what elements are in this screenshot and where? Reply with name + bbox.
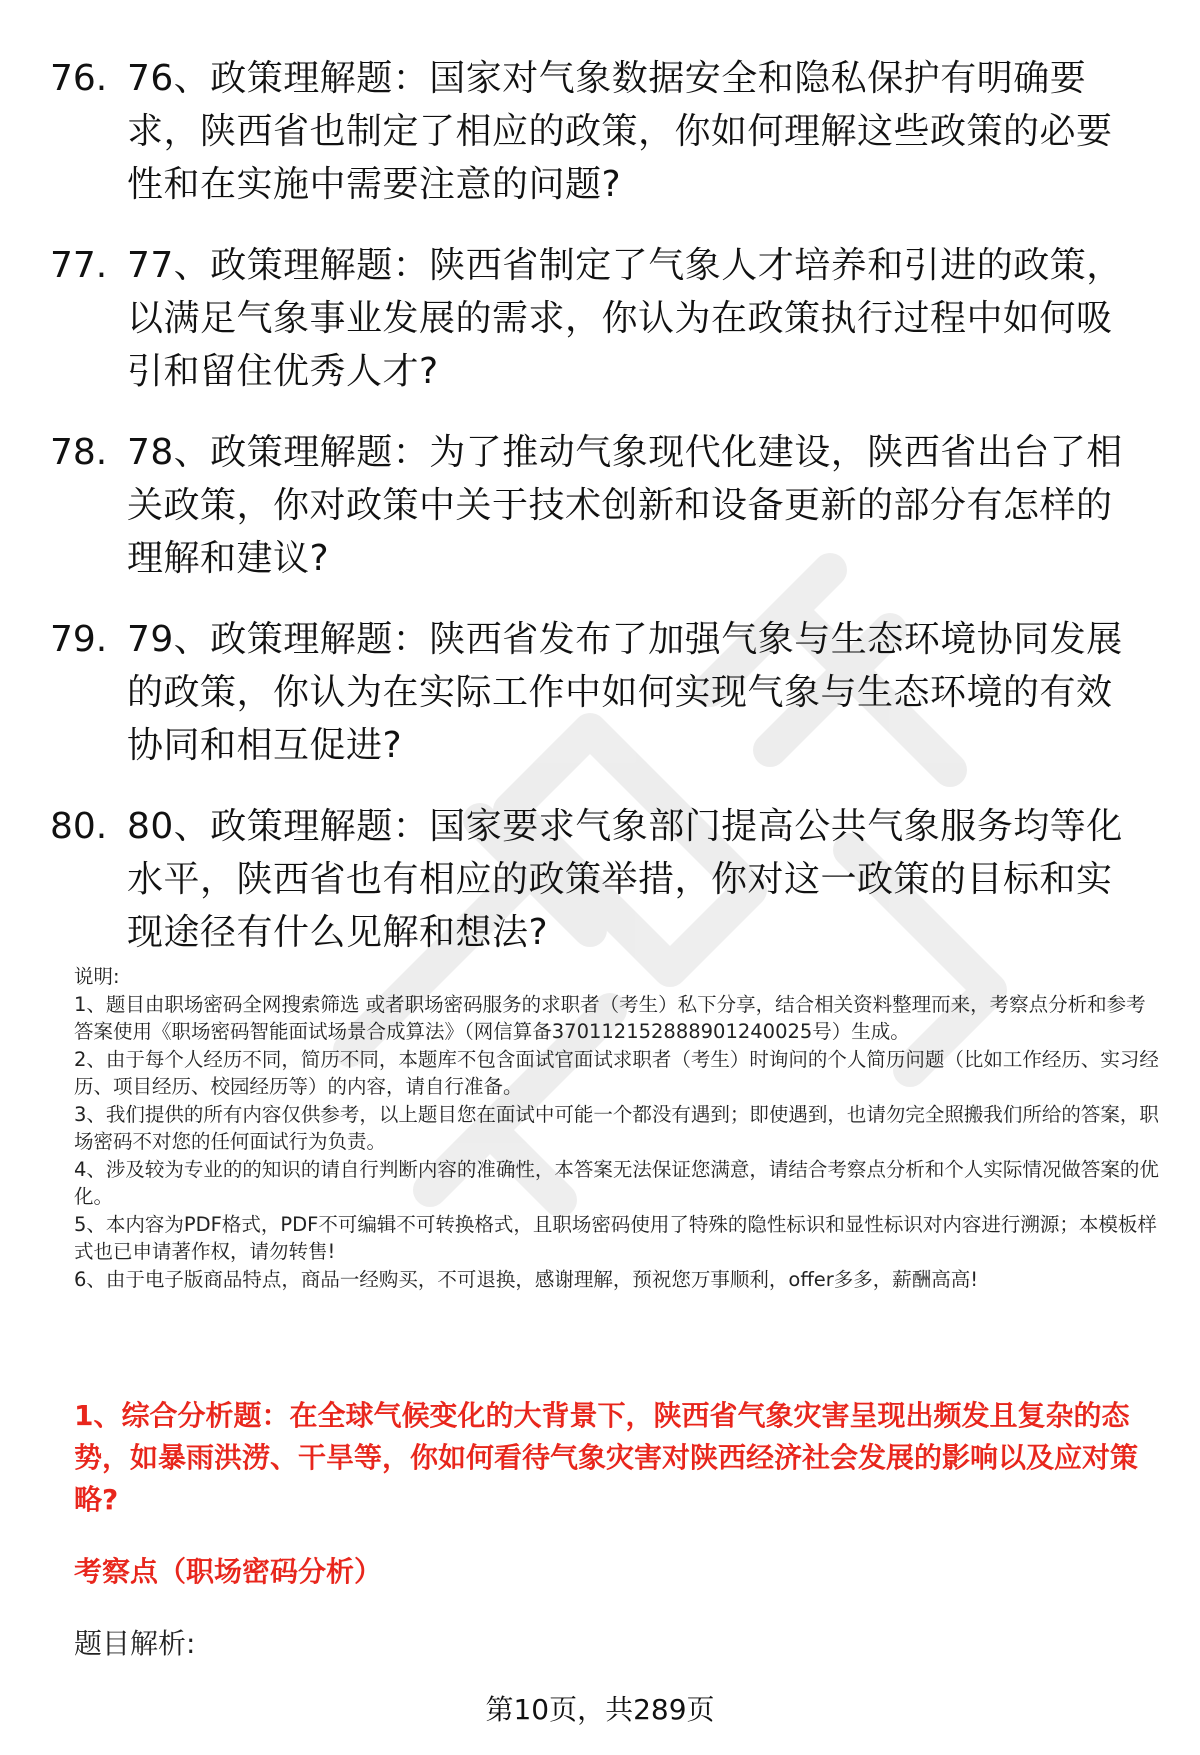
- note-item: 1、题目由职场密码全网搜索筛选 或者职场密码服务的求职者（考生）私下分享，结合相关资料整理而来，考察点分析和参考答案使用《职场密码智能面试场景合成算法》（网信算备370112152888901240025号）生成。: [74, 992, 1146, 1043]
- question-text: 80、政策理解题：国家要求气象部门提高公共气象服务均等化水平，陕西省也有相应的政策举措，你对这一政策的目标和实现途径有什么见解和想法?: [127, 806, 1123, 953]
- question-text: 79、政策理解题：陕西省发布了加强气象与生态环境协同发展的政策，你认为在实际工作中如何实现气象与生态环境的有效协同和相互促进?: [127, 619, 1123, 766]
- question-number: 79.: [50, 619, 108, 660]
- question-list: [50, 52, 1150, 987]
- list-item-question-77: [50, 239, 1150, 398]
- section-label: 考察点（职场密码分析）: [74, 1555, 383, 1588]
- question-text: 77、政策理解题：陕西省制定了气象人才培养和引进的政策，以满足气象事业发展的需求，你认为在政策执行过程中如何吸引和留住优秀人才?: [127, 245, 1123, 392]
- note-item: 6、由于电子版商品特点，商品一经购买，不可退换，感谢理解，预祝您万事顺利，offer多多，薪酬高高!: [74, 1267, 979, 1291]
- note-item: 3、我们提供的所有内容仅供参考，以上题目您在面试中可能一个都没有遇到；即使遇到，也请勿完全照搬我们所给的答案，职场密码不对您的任何面试行为负责。: [74, 1102, 1159, 1153]
- question-text: 76、政策理解题：国家对气象数据安全和隐私保护有明确要求，陕西省也制定了相应的政策，你如何理解这些政策的必要性和在实施中需要注意的问题?: [127, 58, 1113, 205]
- question-text: 78、政策理解题：为了推动气象现代化建设，陕西省出台了相关政策，你对政策中关于技术创新和设备更新的部分有怎样的理解和建议?: [127, 432, 1123, 579]
- analysis-label: 题目解析:: [74, 1627, 196, 1660]
- question-number: 76.: [50, 58, 108, 99]
- list-item-question-80: [50, 800, 1150, 959]
- list-item-question-78: [50, 426, 1150, 585]
- note-item: 5、本内容为PDF格式，PDF不可编辑不可转换格式，且职场密码使用了特殊的隐性标识和显性标识对内容进行溯源；本模板样式也已申请著作权，请勿转售!: [74, 1212, 1157, 1263]
- note-item: 2、由于每个人经历不同，简历不同，本题库不包含面试官面试求职者（考生）时询问的个人简历问题（比如工作经历、实习经历、项目经历、校园经历等）的内容，请自行准备。: [74, 1047, 1159, 1098]
- notes-title: 说明:: [74, 965, 120, 988]
- question-number: 80.: [50, 806, 108, 847]
- page-number-footer: 第10页，共289页: [485, 1693, 715, 1726]
- list-item-question-76: [50, 52, 1150, 211]
- highlight-question: 1、综合分析题：在全球气候变化的大背景下，陕西省气象灾害呈现出频发且复杂的态势，如暴雨洪涝、干旱等，你如何看待气象灾害对陕西经济社会发展的影响以及应对策略?: [74, 1399, 1139, 1516]
- notes-section: [74, 963, 1160, 1293]
- question-number: 77.: [50, 245, 108, 286]
- question-number: 78.: [50, 432, 108, 473]
- list-item-question-79: [50, 613, 1150, 772]
- note-item: 4、涉及较为专业的的知识的请自行判断内容的准确性，本答案无法保证您满意，请结合考察点分析和个人实际情况做答案的优化。: [74, 1157, 1159, 1208]
